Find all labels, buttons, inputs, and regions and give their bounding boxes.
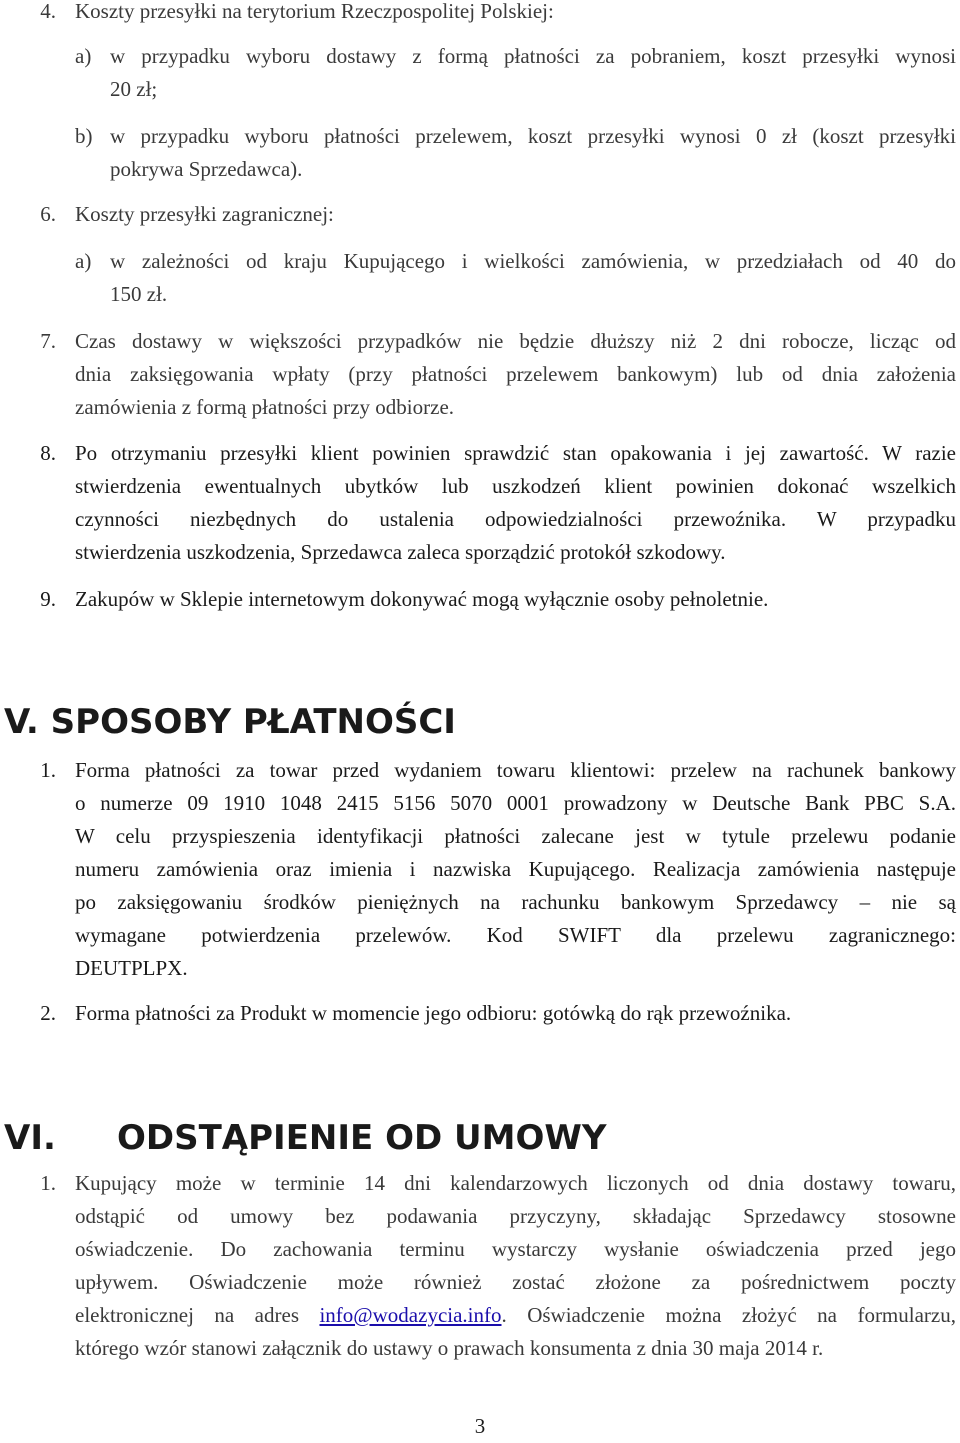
section-5-point-1-line2: o numerze 09 1910 1048 2415 5156 5070 0001 prowadzony w Deutsche Bank PBC S.A.	[75, 791, 956, 815]
section-6-point-1-line2: odstąpić od umowy bez podawania przyczyny, składając Sprzedawcy stosowne	[75, 1204, 956, 1228]
item-7-line1: Czas dostawy w większości przypadków nie będzie dłuższy niż 2 dni robocze, licząc od	[75, 329, 956, 353]
item-6-a-line1: w zależności od kraju Kupującego i wielkości zamówienia, w przedziałach od 40 do	[110, 249, 956, 273]
section-6-heading-number: VI.	[4, 1118, 56, 1158]
item-4-b-label: b)	[75, 124, 93, 148]
section-6-point-1-number: 1.	[40, 1171, 56, 1195]
section-6-point-1-line3: oświadczenie. Do zachowania terminu wystarczy wysłanie oświadczenia przed jego	[75, 1237, 956, 1261]
item-6-a-label: a)	[75, 249, 92, 273]
section-6-line5-post: . Oświadczenie można złożyć na formularzu,	[501, 1303, 956, 1327]
item-8-number: 8.	[40, 441, 56, 465]
item-4-a-line2: 20 zł;	[110, 77, 158, 101]
item-8-line4: stwierdzenia uszkodzenia, Sprzedawca zaleca sporządzić protokół szkodowy.	[75, 540, 726, 564]
item-4-a-line1: w przypadku wyboru dostawy z formą płatności za pobraniem, koszt przesyłki wynosi	[110, 44, 956, 68]
section-5-heading: V. SPOSOBY PŁATNOŚCI	[4, 702, 456, 742]
section-5-point-1-line1: Forma płatności za towar przed wydaniem towaru klientowi: przelew na rachunek bankowy	[75, 758, 956, 782]
section-5-point-1-line4: numeru zamówienia oraz imienia i nazwiska Kupującego. Realizacja zamówienia następuje	[75, 857, 956, 881]
item-4-a-label: a)	[75, 44, 92, 68]
item-4-b-line1: w przypadku wyboru płatności przelewem, koszt przesyłki wynosi 0 zł (koszt przesyłki	[110, 124, 956, 148]
section-6-heading-text: ODSTĄPIENIE OD UMOWY	[117, 1118, 607, 1158]
section-6-point-1-line4: upływem. Oświadczenie może również zostać złożone za pośrednictwem poczty	[75, 1270, 956, 1294]
item-9-number: 9.	[40, 587, 56, 611]
section-6-point-1-line1: Kupujący może w terminie 14 dni kalendarzowych liczonych od dnia dostawy towaru,	[75, 1171, 956, 1195]
section-6-point-1-line6: którego wzór stanowi załącznik do ustawy o prawach konsumenta z dnia 30 maja 2014 r.	[75, 1336, 824, 1360]
section-5-point-2-text: Forma płatności za Produkt w momencie jego odbioru: gotówką do rąk przewoźnika.	[75, 1001, 792, 1025]
item-9-text: Zakupów w Sklepie internetowym dokonywać mogą wyłącznie osoby pełnoletnie.	[75, 587, 769, 611]
item-4-number: 4.	[40, 0, 56, 23]
item-8-line2: stwierdzenia ewentualnych ubytków lub uszkodzeń klient powinien dokonać wszelkich	[75, 474, 956, 498]
item-6-title: Koszty przesyłki zagranicznej:	[75, 202, 334, 226]
item-4-title: Koszty przesyłki na terytorium Rzeczpospolitej Polskiej:	[75, 0, 554, 23]
page-number: 3	[474, 1414, 486, 1438]
section-5-point-1-line3: W celu przyspieszenia identyfikacji płatności zalecane jest w tytule przelewu podanie	[75, 824, 956, 848]
section-5-point-1-line5: po zaksięgowaniu środków pieniężnych na rachunku bankowym Sprzedawcy – nie są	[75, 890, 956, 914]
email-link[interactable]: info@wodazycia.info	[319, 1303, 502, 1327]
item-6-number: 6.	[40, 202, 56, 226]
item-4-b-line2: pokrywa Sprzedawca).	[110, 157, 303, 181]
item-6-a-line2: 150 zł.	[110, 282, 168, 306]
item-7-number: 7.	[40, 329, 56, 353]
section-6-line5-pre: elektronicznej na adres	[75, 1303, 320, 1327]
item-8-line3: czynności niezbędnych do ustalenia odpowiedzialności przewoźnika. W przypadku	[75, 507, 956, 531]
item-7-line2: dnia zaksięgowania wpłaty (przy płatności przelewem bankowym) lub od dnia założenia	[75, 362, 956, 386]
section-6-point-1-line5	[75, 1299, 956, 1332]
section-5-point-1-line6: wymagane potwierdzenia przelewów. Kod SWIFT dla przelewu zagranicznego:	[75, 923, 956, 947]
section-5-point-1-number: 1.	[40, 758, 56, 782]
item-8-line1: Po otrzymaniu przesyłki klient powinien sprawdzić stan opakowania i jej zawartość. W razie	[75, 441, 956, 465]
item-7-line3: zamówienia z formą płatności przy odbiorze.	[75, 395, 455, 419]
section-5-point-1-line7: DEUTPLPX.	[75, 956, 188, 980]
section-5-point-2-number: 2.	[40, 1001, 56, 1025]
